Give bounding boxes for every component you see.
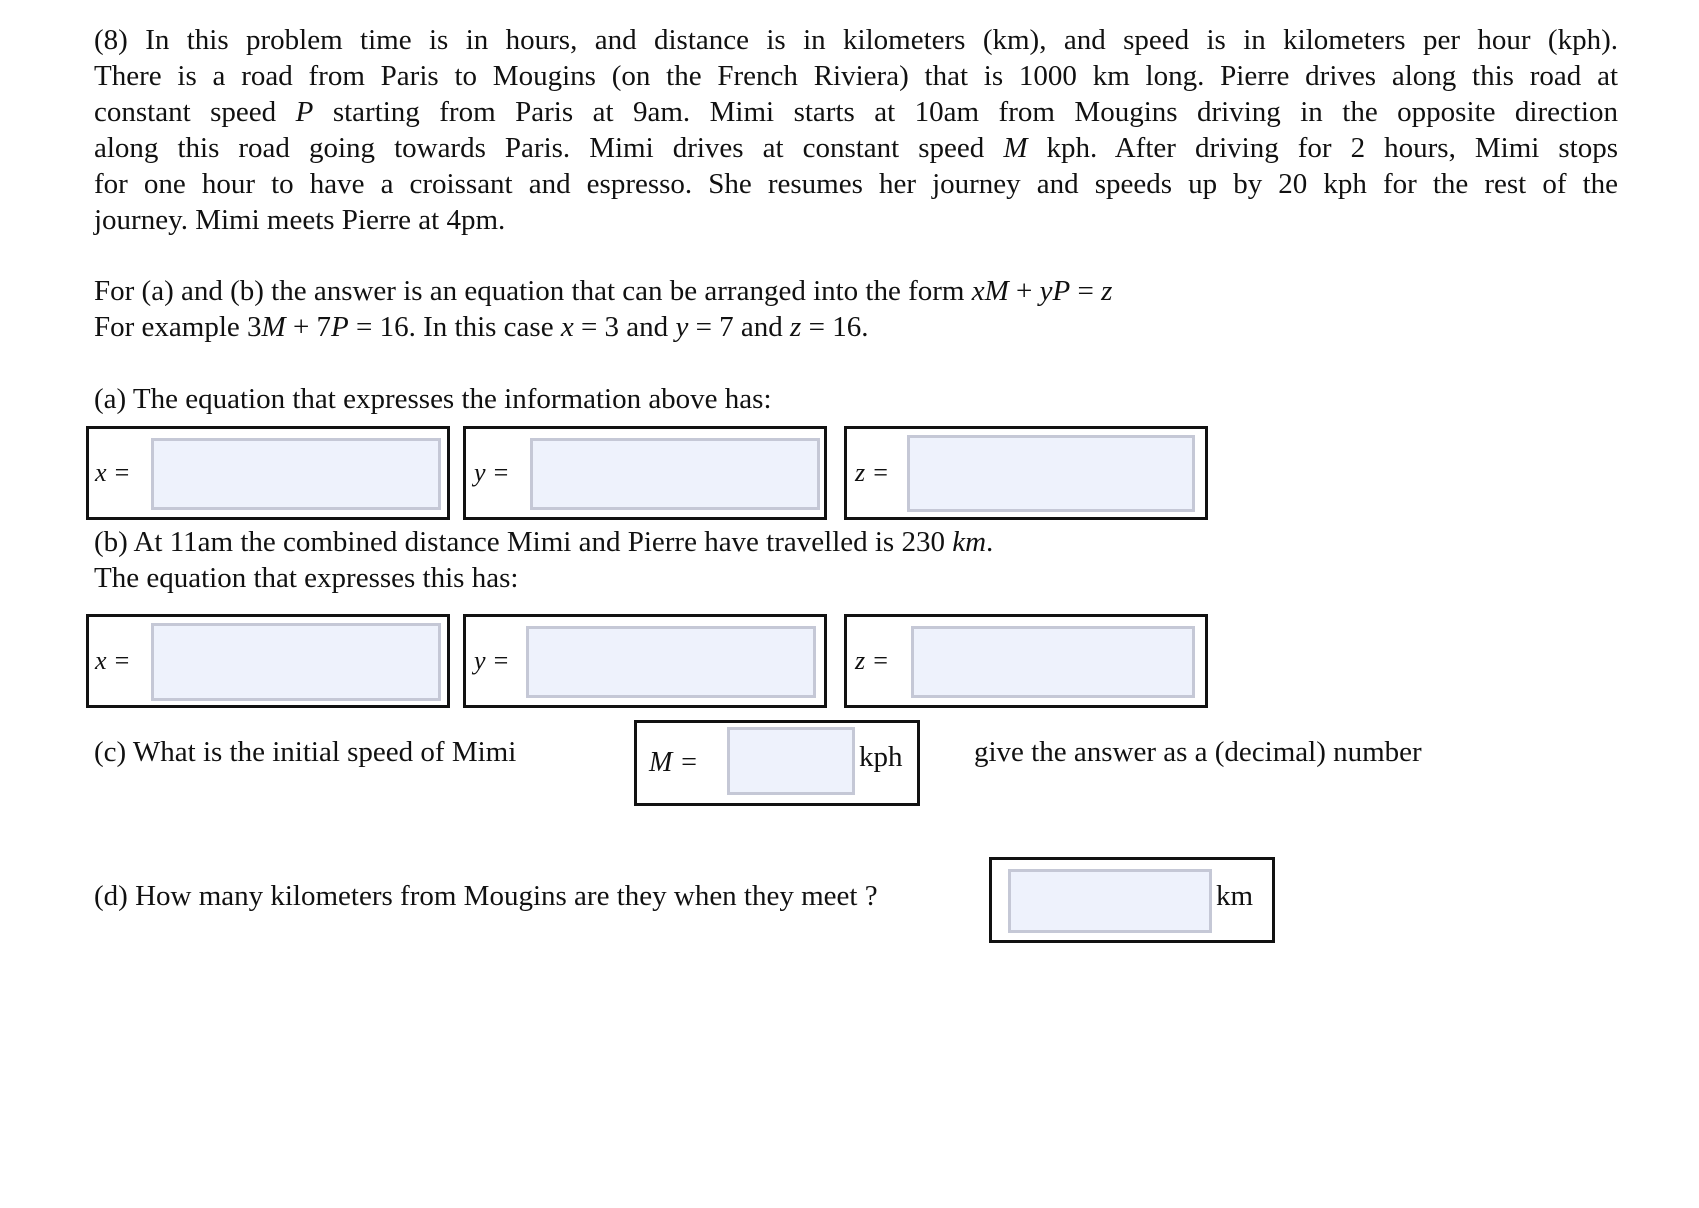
intro-line: (8) In this problem time is in hours, and distance is in kilometers (km), and speed is in kilometers per hour (kph).: [94, 24, 1618, 56]
decimal-hint: give the answer as a (decimal) number: [974, 736, 1422, 768]
intro-line: There is a road from Paris to Mougins (on the French Riviera) that is 1000 km long. Pierre drives along this road at: [94, 60, 1618, 92]
intro-line: along this road going towards Paris. Mimi drives at constant speed M kph. After driving for 2 hours, Mimi stops: [94, 132, 1618, 164]
part-b-y-box: [463, 614, 827, 708]
problem-statement: [94, 22, 1618, 238]
z-label: z =: [855, 458, 890, 487]
km-unit: km: [1216, 880, 1254, 912]
part-a-x-input[interactable]: [151, 438, 441, 510]
part-a-x-box: [86, 426, 450, 520]
mimi-speed-input[interactable]: [727, 727, 855, 795]
y-label: y =: [474, 646, 510, 675]
distance-input[interactable]: [1008, 869, 1212, 933]
z-label: z =: [855, 646, 890, 675]
part-a-z-box: [844, 426, 1208, 520]
part-a-y-box: [463, 426, 827, 520]
part-b-subquestion: The equation that expresses this has:: [94, 562, 519, 594]
part-a-question: (a) The equation that expresses the information above has:: [94, 383, 772, 415]
part-b-z-input[interactable]: [911, 626, 1195, 698]
part-b-x-box: [86, 614, 450, 708]
part-b-z-box: [844, 614, 1208, 708]
x-label: x =: [95, 458, 131, 487]
part-b-y-input[interactable]: [526, 626, 816, 698]
intro-line: constant speed P starting from Paris at 9am. Mimi starts at 10am from Mougins driving in the opposite direction: [94, 96, 1618, 128]
part-a-y-input[interactable]: [530, 438, 820, 510]
part-a-z-input[interactable]: [907, 435, 1195, 512]
part-d-question: (d) How many kilometers from Mougins are they when they meet ?: [94, 880, 878, 912]
x-label: x =: [95, 646, 131, 675]
part-c-answer-box: [634, 720, 920, 806]
form-example: For example 3M + 7P = 16. In this case x = 3 and y = 7 and z = 16.: [94, 311, 869, 343]
part-b-x-input[interactable]: [151, 623, 441, 701]
kph-unit: kph: [859, 741, 903, 773]
part-d-answer-box: [989, 857, 1275, 943]
part-b-question: (b) At 11am the combined distance Mimi and Pierre have travelled is 230 km.: [94, 526, 994, 558]
m-label: M =: [649, 747, 699, 778]
intro-line: for one hour to have a croissant and espresso. She resumes her journey and speeds up by 20 kph for the rest of the: [94, 168, 1618, 200]
part-c-question: (c) What is the initial speed of Mimi: [94, 736, 517, 768]
y-label: y =: [474, 458, 510, 487]
form-description: For (a) and (b) the answer is an equation that can be arranged into the form xM + yP = z: [94, 275, 1113, 307]
intro-line: journey. Mimi meets Pierre at 4pm.: [94, 204, 506, 236]
